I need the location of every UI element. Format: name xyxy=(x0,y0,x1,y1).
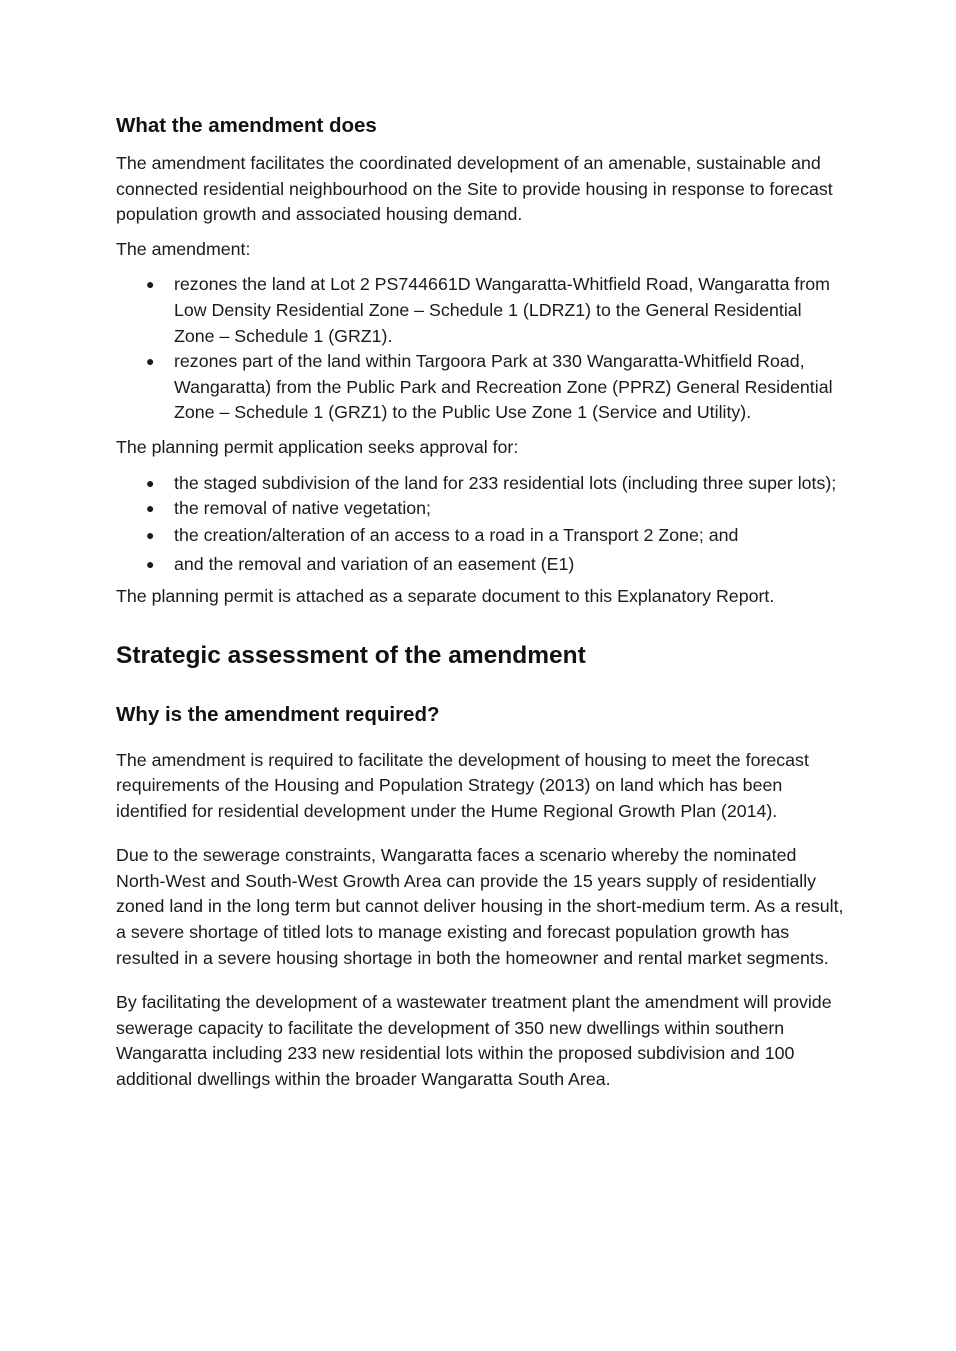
paragraph: Due to the sewerage constraints, Wangaratta faces a scenario whereby the nominated North-West and South-West Growth Area can provide the 15 years supply of residentially zoned land in the long term but cannot deliver housing in the short-medium term. As a result, a severe shortage of titled lots to manage existing and forecast population growth has resulted in a severe housing shortage in both the homeowner and rental market segments. xyxy=(116,845,844,968)
subheading-why-required: Why is the amendment required? xyxy=(116,702,440,726)
bullet-icon: ● xyxy=(146,500,155,517)
list-item: ● and the removal and variation of an easement (E1) xyxy=(116,552,846,578)
amendment-label: The amendment: xyxy=(116,238,251,259)
permit-list xyxy=(116,471,846,578)
list-item: ● the staged subdivision of the land for 233 residential lots (including three super lots); xyxy=(116,471,846,497)
bullet-icon: ● xyxy=(146,556,155,573)
paragraph: By facilitating the development of a wastewater treatment plant the amendment will provide sewerage capacity to facilitate the development of 350 new dwellings within southern Wangaratta including 233 new residential lots within the proposed subdivision and 100 additional dwellings within the broader Wangaratta South Area. xyxy=(116,992,832,1090)
permit-note: The planning permit is attached as a separate document to this Explanatory Report. xyxy=(116,585,775,606)
amendment-list xyxy=(116,272,846,426)
list-item: ● rezones part of the land within Targoora Park at 330 Wangaratta-Whitfield Road, Wangaratta) from the Public Park and Recreation Zone (PPRZ) General Residential Zone – Schedule 1 (GRZ1) to the Public Use Zone 1 (Service and Utility). xyxy=(146,351,833,423)
paragraph: The amendment is required to facilitate the development of housing to meet the forecast requirements of the Housing and Population Strategy (2013) on land which has been identified for residential development under the Hume Regional Growth Plan (2014). xyxy=(116,749,809,821)
list-item: ● the creation/alteration of an access to a road in a Transport 2 Zone; and xyxy=(116,523,846,549)
list-item: ● rezones the land at Lot 2 PS744661D Wangaratta-Whitfield Road, Wangaratta from Low Density Residential Zone – Schedule 1 (LDRZ1) to the General Residential Zone – Schedule 1 (GRZ1). xyxy=(146,274,830,346)
intro-paragraph: The amendment facilitates the coordinated development of an amenable, sustainable and connected residential neighbourhood on the Site to provide housing in response to forecast population growth and associated housing demand. xyxy=(116,153,833,225)
bullet-icon: ● xyxy=(146,474,155,491)
document-page xyxy=(116,112,846,1093)
permit-label: The planning permit application seeks approval for: xyxy=(116,436,519,457)
list-item: ● the removal of native vegetation; xyxy=(116,496,846,522)
bullet-icon: ● xyxy=(146,276,155,293)
bullet-icon: ● xyxy=(146,353,155,370)
bullet-icon: ● xyxy=(146,526,155,543)
section-heading-strategic-assessment: Strategic assessment of the amendment xyxy=(116,641,586,669)
section-heading-what-amendment-does: What the amendment does xyxy=(116,114,377,137)
